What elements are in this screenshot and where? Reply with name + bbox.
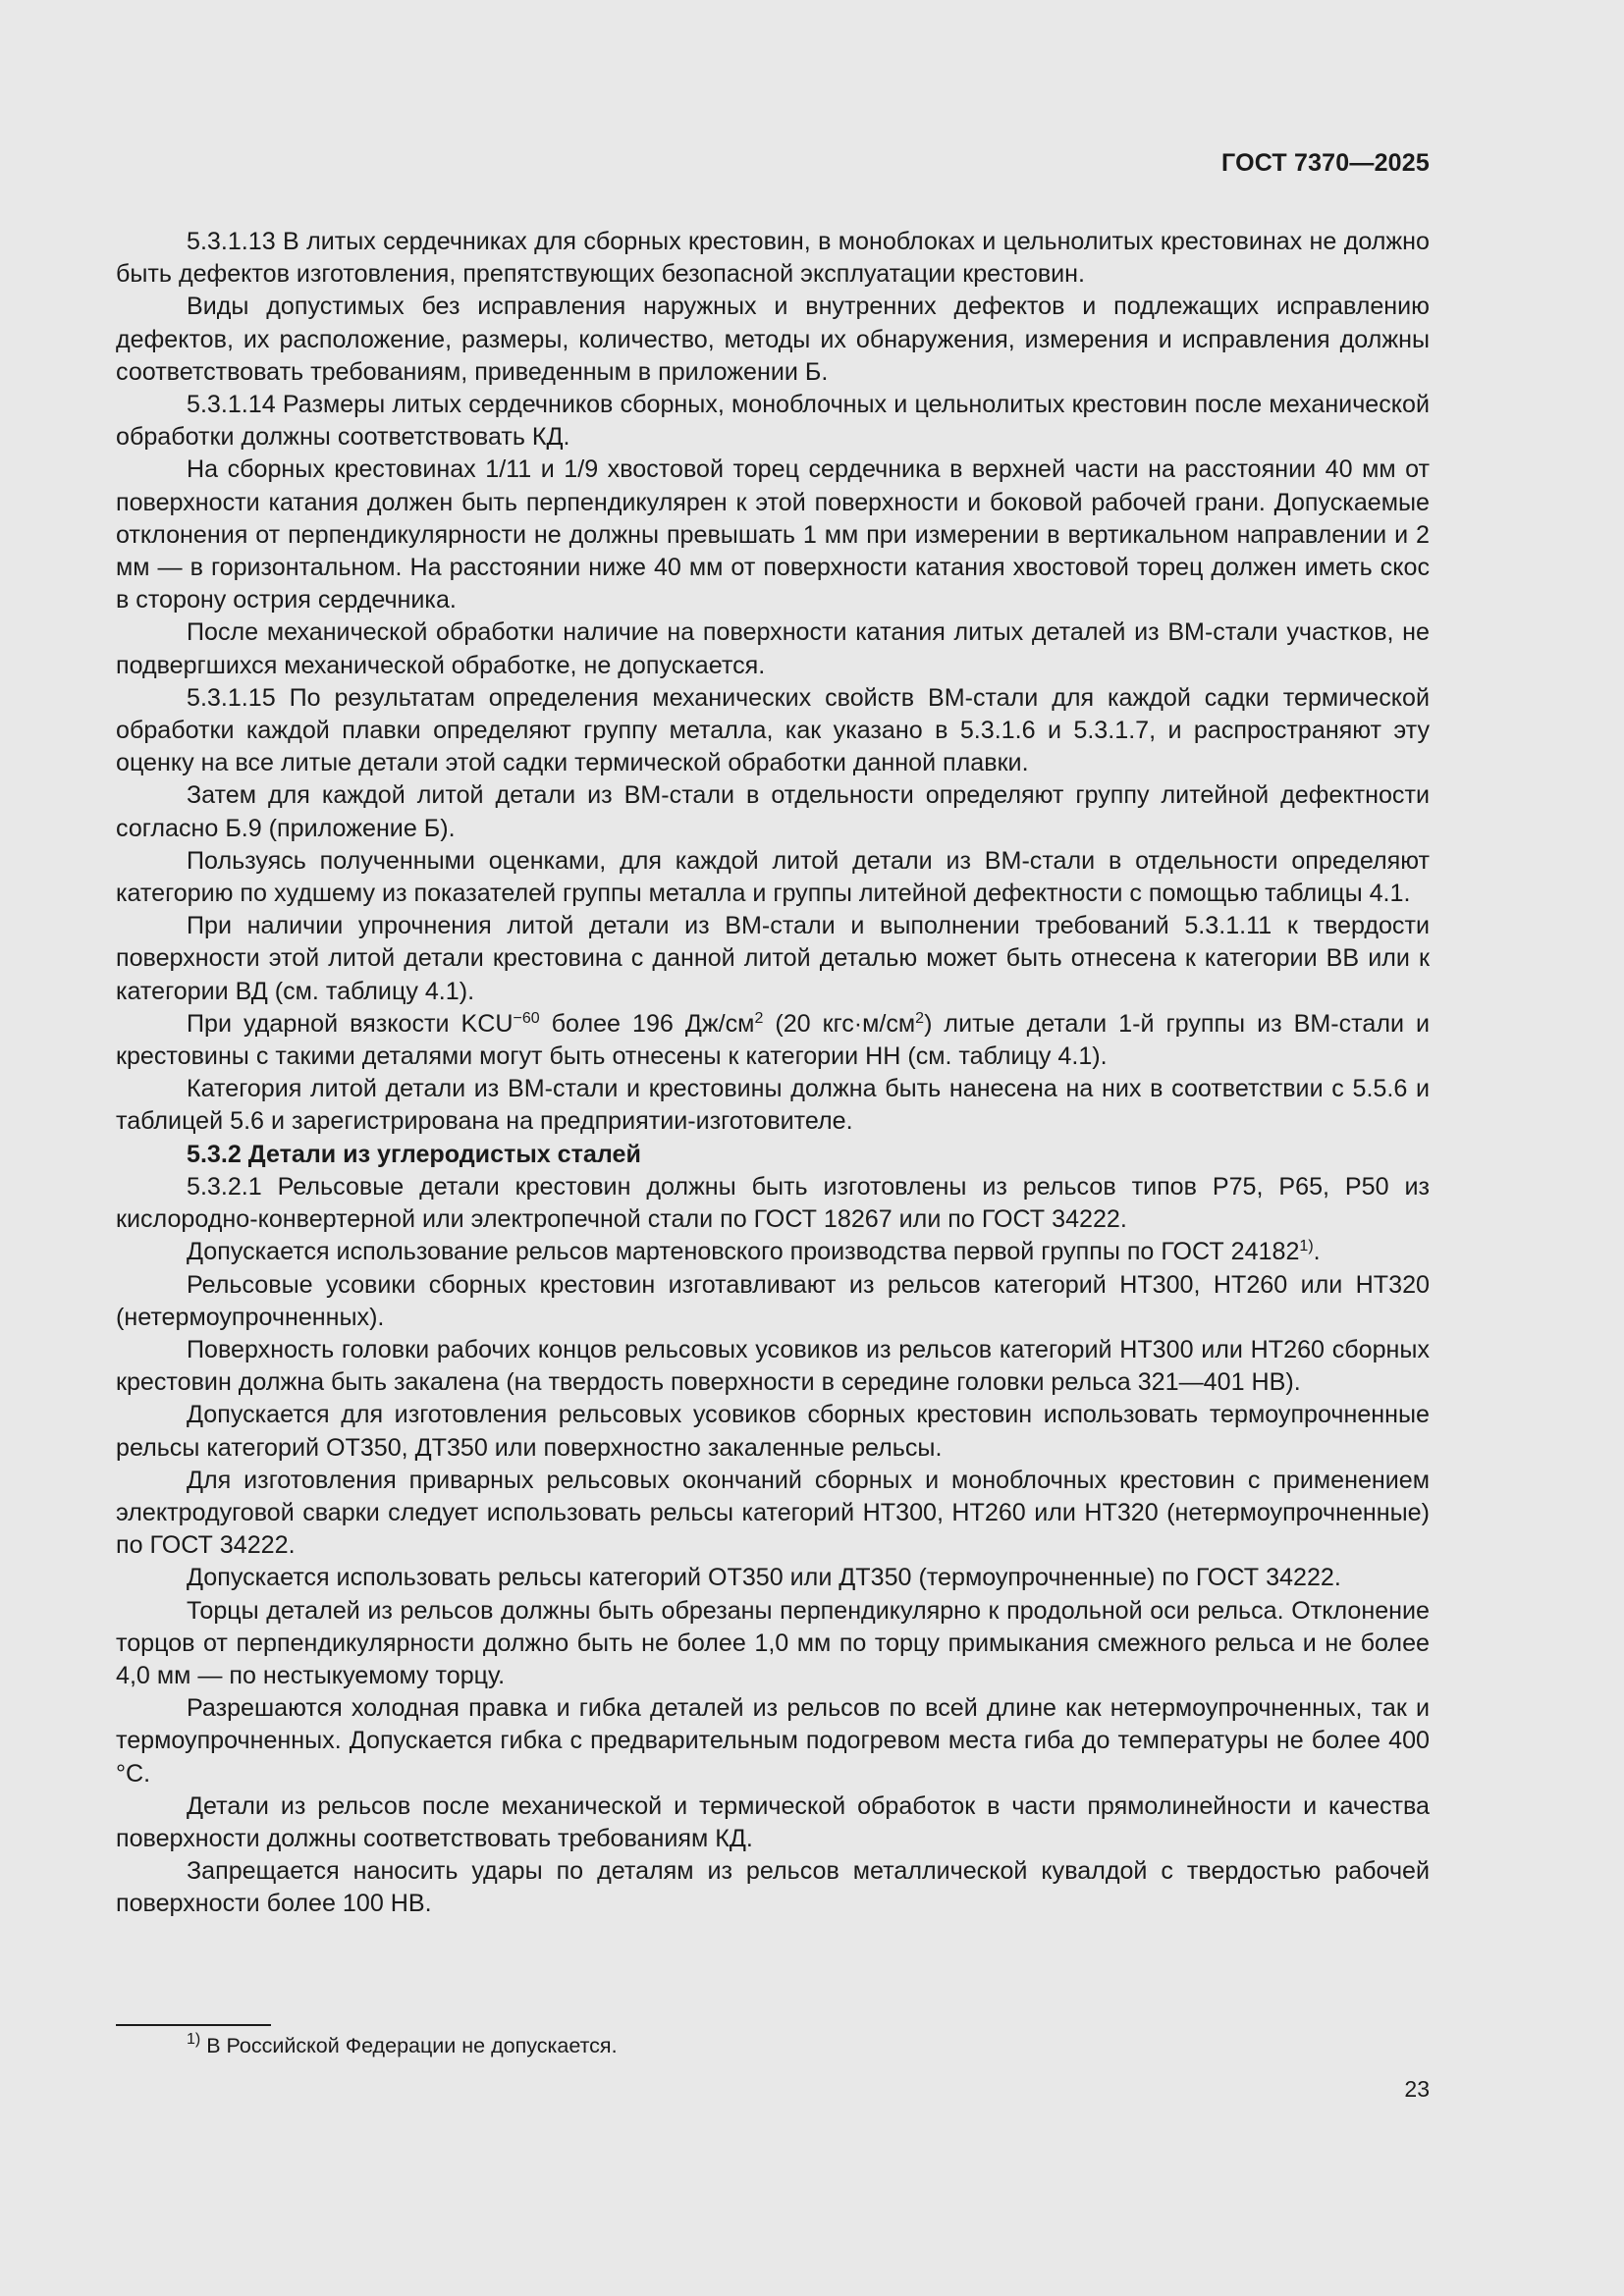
impact-text-2: более 196 Дж/см <box>539 1009 755 1038</box>
paragraph: Торцы деталей из рельсов должны быть обрезаны перпендикулярно к продольной оси рельса. Отклонение торцов от перпендикулярности должно быть не более 1,0 мм по торцу примыкания смежного рельса и не более 4,0 мм — по нестыкуемому торцу. <box>116 1596 1430 1689</box>
paragraph: Затем для каждой литой детали из ВМ-стали в отдельности определяют группу литейной дефектности согласно Б.9 (приложение Б). <box>116 781 1430 842</box>
impact-paragraph <box>116 1008 1430 1073</box>
document-header: ГОСТ 7370—2025 <box>1221 149 1430 177</box>
paragraph: Детали из рельсов после механической и термической обработок в части прямолинейности и качества поверхности должны соответствовать требованиям КД. <box>116 1791 1430 1852</box>
footnoted-text: Допускается использование рельсов мартеновского производства первой группы по ГОСТ 24182 <box>187 1238 1300 1266</box>
paragraph: 5.3.2.1 Рельсовые детали крестовин должны быть изготовлены из рельсов типов Р75, Р65, Р50 из кислородно-конвертерной или электропечной стали по ГОСТ 18267 или по ГОСТ 34222. <box>116 1172 1430 1234</box>
footnote-marker: 1) <box>187 2031 201 2048</box>
paragraph: Пользуясь полученными оценками, для каждой литой детали из ВМ-стали в отдельности определяют категорию по худшему из показателей группы металла и группы литейной дефектности с помощью таблицы 4.1. <box>116 846 1430 908</box>
paragraph: После механической обработки наличие на поверхности катания литых деталей из ВМ-стали участков, не подвергшихся механической обработке, не допускается. <box>116 618 1430 679</box>
impact-text-3: (20 кгс·м/см <box>763 1009 916 1038</box>
paragraph: Разрешаются холодная правка и гибка деталей из рельсов по всей длине как нетермоупрочненных, так и термоупрочненных. Допускается гибка с предварительным подогревом места гиба до температуры не более 400 °С. <box>116 1694 1430 1788</box>
impact-superscript-2: 2 <box>754 1009 764 1027</box>
paragraph: Виды допустимых без исправления наружных и внутренних дефектов и подлежащих исправлению дефектов, их расположение, размеры, количество, методы их обнаружения, измерения и исправления должны соответствовать требованиям, приведенным в приложении Б. <box>116 293 1430 386</box>
paragraph: Допускается использовать рельсы категорий ОТ350 или ДТ350 (термоупрочненные) по ГОСТ 34222. <box>187 1564 1341 1592</box>
footnote-text: В Российской Федерации не допускается. <box>200 2034 618 2057</box>
paragraph: Запрещается наносить удары по деталям из рельсов металлической кувалдой с твердостью рабочей поверхности более 100 НВ. <box>116 1857 1430 1918</box>
footnoted-text-tail: . <box>1313 1238 1321 1266</box>
footnoted-paragraph <box>116 1236 1430 1268</box>
document-body <box>116 226 1430 1921</box>
paragraph: Поверхность головки рабочих концов рельсовых усовиков из рельсов категорий НТ300 или НТ260 сборных крестовин должна быть закалена (на твердость поверхности в середине головки рельса 321—401 НВ). <box>116 1335 1430 1397</box>
page-number: 23 <box>1404 2076 1430 2102</box>
impact-superscript-3: 2 <box>915 1009 925 1027</box>
paragraph: Допускается для изготовления рельсовых усовиков сборных крестовин использовать термоупрочненные рельсы категорий ОТ350, ДТ350 или поверхностно закаленные рельсы. <box>116 1401 1430 1462</box>
footnote <box>187 2032 618 2059</box>
impact-text-4: ) литые детали 1-й группы из ВМ-стали и крестовины с такими деталями могут быть отнесены к категории НН (см. таблицу 4.1). <box>116 1009 1431 1071</box>
paragraph: 5.3.1.15 По результатам определения механических свойств ВМ-стали для каждой садки термической обработки каждой плавки определяют группу металла, как указано в 5.3.1.6 и 5.3.1.7, и распространяют эту оценку на все литые детали этой садки термической обработки данной плавки. <box>116 683 1430 777</box>
footnote-divider <box>116 2024 271 2026</box>
paragraph: 5.3.1.13 В литых сердечниках для сборных крестовин, в моноблоках и цельнолитых крестовинах не должно быть дефектов изготовления, препятствующих безопасной эксплуатации крестовин. <box>116 228 1430 289</box>
paragraph: На сборных крестовинах 1/11 и 1/9 хвостовой торец сердечника в верхней части на расстоянии 40 мм от поверхности катания должен быть перпендикулярен к этой поверхности и боковой рабочей грани. Допускаемые отклонения от перпендикулярности не должны превышать 1 мм при измерении в вертикальном направлении и 2 мм — в горизонтальном. На расстоянии ниже 40 мм от поверхности катания хвостовой торец должен иметь скос в сторону острия сердечника. <box>116 455 1430 614</box>
paragraph: Рельсовые усовики сборных крестовин изготавливают из рельсов категорий НТ300, НТ260 или НТ320 (нетермоупрочненных). <box>116 1270 1430 1331</box>
section-heading: 5.3.2 Детали из углеродистых сталей <box>187 1140 641 1168</box>
paragraph: 5.3.1.14 Размеры литых сердечников сборных, моноблочных и цельнолитых крестовин после механической обработки должны соответствовать КД. <box>116 391 1430 452</box>
paragraph: Категория литой детали из ВМ-стали и крестовины должна быть нанесена на них в соответствии с 5.5.6 и таблицей 5.6 и зарегистрирована на предприятии-изготовителе. <box>116 1075 1430 1136</box>
impact-text-1: При ударной вязкости KCU <box>187 1009 514 1038</box>
footnote-reference: 1) <box>1299 1238 1314 1255</box>
paragraph: При наличии упрочнения литой детали из ВМ-стали и выполнении требований 5.3.1.11 к твердости поверхности этой литой детали крестовина с данной литой деталью может быть отнесена к категории ВВ или к категории ВД (см. таблицу 4.1). <box>116 912 1430 1005</box>
impact-superscript-1: −60 <box>513 1009 540 1027</box>
paragraph: Для изготовления приварных рельсовых окончаний сборных и моноблочных крестовин с применением электродуговой сварки следует использовать рельсы категорий НТ300, НТ260 или НТ320 (нетермоупрочненные) по ГОСТ 34222. <box>116 1466 1430 1560</box>
